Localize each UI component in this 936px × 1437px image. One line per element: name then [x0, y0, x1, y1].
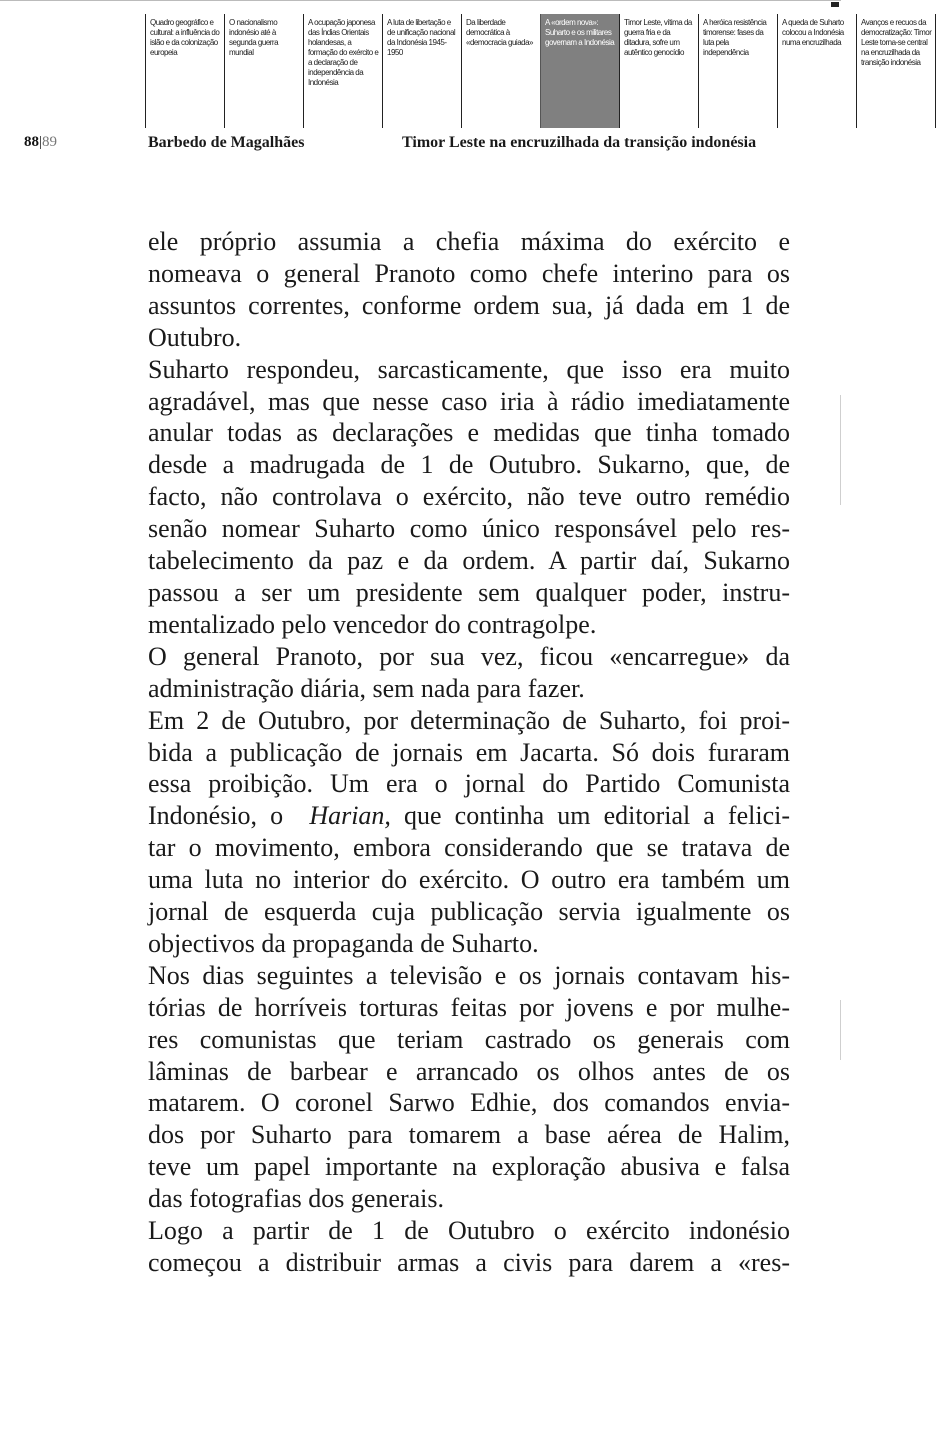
text-line: O general Pranoto, por sua vez, ficou «encarregue» da: [148, 641, 790, 671]
text-line: desde a madrugada de 1 de Outubro. Sukarno, que, de: [148, 450, 790, 480]
text-line: agradável, mas que nesse caso iria à rádio imediatamente: [148, 386, 790, 416]
text-line: nomeava o general Pranoto como chefe interino para os: [148, 258, 790, 288]
page-number-right: 89: [42, 134, 58, 150]
chapter-tab-6-active[interactable]: A «ordem nova»: Suharto e os militares governam a Indonésia: [540, 14, 619, 128]
body-text: [148, 226, 790, 1279]
chapter-tab-9[interactable]: A queda de Suharto colocou a Indonésia numa encruzilhada: [777, 14, 856, 128]
top-rule: [0, 0, 841, 1]
chapter-tab-7[interactable]: Timor Leste, vítima da guerra fria e da ditadura, sofre um autêntico genocídio: [619, 14, 698, 128]
page-number-left: 88: [24, 134, 39, 150]
text-line: jornal de esquerda cuja publicação servia igualmente os: [148, 897, 790, 927]
newspaper-name: Harian,: [309, 801, 391, 831]
chapter-tab-5[interactable]: Da liberdade democrática à «democracia guiada»: [461, 14, 540, 128]
text-line: Em 2 de Outubro, por determinação de Suharto, foi proi-: [148, 705, 790, 735]
text-line: tabelecimento da paz e da ordem. A partir daí, Sukarno: [148, 546, 790, 576]
text-line: lâminas de barbear e arrancado os olhos antes de os: [148, 1056, 790, 1086]
chapter-tab-8[interactable]: A heróica resistência timorense: fases da luta pela independência: [698, 14, 777, 128]
text-line: passou a ser um presidente sem qualquer poder, instru-: [148, 577, 790, 607]
page-numbers: [24, 134, 57, 151]
chapter-tab-1[interactable]: Quadro geográfico e cultural: a influência do islão e da colonização europeia: [145, 14, 224, 128]
text-line: objectivos da propaganda de Suharto.: [148, 928, 539, 958]
text-line: Suharto respondeu, sarcasticamente, que isso era muito: [148, 354, 790, 384]
page-separator: |: [39, 134, 43, 150]
book-title: Timor Leste na encruzilhada da transição indonésia: [402, 134, 757, 151]
running-header: [0, 134, 841, 156]
text-line: Nos dias seguintes a televisão e os jornais contavam his-: [148, 960, 790, 990]
chapter-tab-10[interactable]: Avanços e recuos da democratização: Timor Leste torna-se central na encruzilhada da transição indonésia: [856, 14, 936, 128]
margin-mark: [840, 1000, 841, 1060]
text-line: tórias de horríveis torturas feitas por jovens e por mulhe-: [148, 992, 790, 1022]
author-name: Barbedo de Magalhães: [148, 134, 305, 151]
text-fragment: que continha um editorial a felici-: [390, 801, 791, 831]
chapter-tab-4[interactable]: A luta de libertação e de unificação nacional da Indonésia 1945-1950: [382, 14, 461, 128]
chapter-tab-3[interactable]: A ocupação japonesa das Índias Orientais holandesas, a formação do exército e a declaração de independência da Indonésia: [303, 14, 382, 128]
chapter-navigation: [145, 14, 932, 128]
text-line: Outubro.: [148, 322, 242, 352]
text-line: res comunistas que teriam castrado os generais com: [148, 1024, 790, 1054]
text-line: dos por Suharto para tomarem a base aérea de Halim,: [148, 1120, 790, 1150]
text-line: teve um papel importante na exploração abusiva e falsa: [148, 1152, 790, 1182]
text-line: mentalizado pelo vencedor do contragolpe.: [148, 609, 597, 639]
corner-mark: [831, 2, 839, 7]
text-line: tar o movimento, embora considerando que se tratava de: [148, 833, 790, 863]
text-line: matarem. O coronel Sarwo Edhie, dos comandos envia-: [148, 1088, 790, 1118]
text-line: facto, não controlava o exército, não teve outro remédio: [148, 482, 790, 512]
text-line: [148, 800, 790, 832]
text-line: senão nomear Suharto como único responsável pelo res-: [148, 514, 790, 544]
text-line: essa proibição. Um era o jornal do Partido Comunista: [148, 769, 790, 799]
text-line: começou a distribuir armas a civis para darem a «res-: [148, 1248, 790, 1277]
text-line: das fotografias dos generais.: [148, 1184, 445, 1214]
chapter-tab-2[interactable]: O nacionalismo indonésio até à segunda guerra mundial: [224, 14, 303, 128]
text-fragment: Indonésio, o: [148, 801, 310, 831]
text-line: Logo a partir de 1 de Outubro o exército indonésio: [148, 1216, 790, 1246]
text-line: bida a publicação de jornais em Jacarta. Só dois furaram: [148, 737, 790, 767]
margin-mark: [840, 395, 841, 505]
text-line: ele próprio assumia a chefia máxima do exército e: [148, 227, 790, 256]
text-line: assuntos correntes, conforme ordem sua, já dada em 1 de: [148, 290, 790, 320]
text-line: administração diária, sem nada para fazer.: [148, 673, 585, 703]
text-line: uma luta no interior do exército. O outro era também um: [148, 865, 790, 895]
text-line: anular todas as declarações e medidas que tinha tomado: [148, 418, 790, 448]
